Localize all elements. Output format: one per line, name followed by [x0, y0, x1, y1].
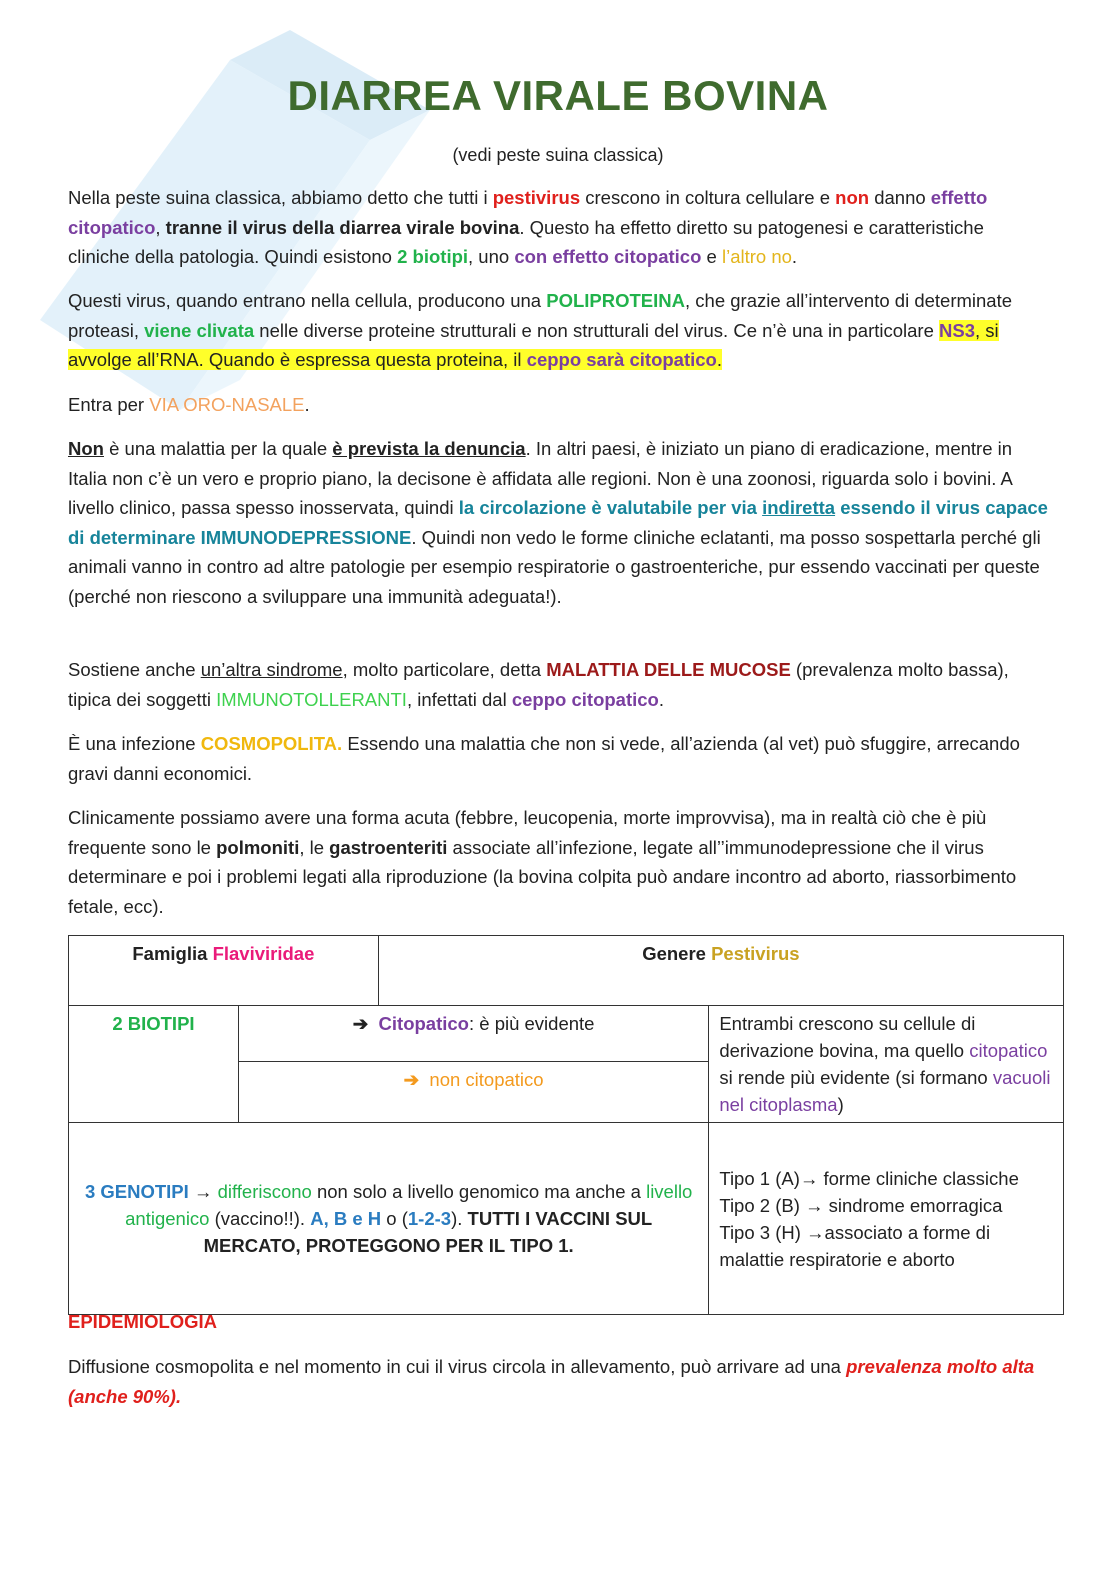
genotipi-cell: 3 GENOTIPI → differiscono non solo a livello genomico ma anche a livello antigenico (vaccino!!). A, B e H o (1-2-3). TUTTI I VACCINI SUL MERCATO, PROTEGGONO PER IL TIPO 1.: [69, 1123, 709, 1315]
arrow-right-icon: ➔: [352, 1013, 369, 1034]
biotipi-cell: 2 BIOTIPI: [69, 1006, 239, 1123]
paragraph-denuncia: Non è una malattia per la quale è prevista la denuncia. In altri paesi, è iniziato un piano di eradicazione, mentre in Italia non c’è un vero e proprio piano, la decisone è affidata alle regioni. Non è una zoonosi, riguarda solo i bovini. A livello clinico, passa spesso inosservata, quindi la circolazione è valutabile per via indiretta essendo il virus capace di determinare IMMUNODEPRESSIONE. Quindi non vedo le forme cliniche eclatanti, ma posso sospettarla perché gli animali vanno in contro ad altre patologie per esempio respiratorie o gastroenteriche, pur essendo vaccinati per queste (perché non riescono a sviluppare una immunità adeguata!).: [68, 438, 1048, 607]
epidemiologia-heading: EPIDEMIOLOGIA: [68, 1311, 218, 1332]
citopatico-cell: ➔ Citopatico: è più evidente: [238, 1006, 708, 1062]
classification-table: [68, 935, 1064, 1315]
paragraph-poliproteina: Questi virus, quando entrano nella cellula, producono una POLIPROTEINA, che grazie all’intervento di determinate proteasi, viene clivata nelle diverse proteine strutturali e non strutturali del virus. Ce n’è una in particolare NS3, si avvolge all’RNA. Quando è espressa questa proteina, il ceppo sarà citopatico.: [68, 290, 1013, 370]
table-row: [69, 1123, 1064, 1315]
paragraph-epidemiologia: Diffusione cosmopolita e nel momento in cui il virus circola in allevamento, può arrivare ad una prevalenza molto alta (anche 90%).: [68, 1356, 1035, 1407]
arrow-right-icon: →: [193, 1181, 213, 1202]
arrow-right-icon: →: [799, 1167, 819, 1189]
arrow-right-icon: ➔: [403, 1069, 420, 1091]
table-row: [69, 936, 1064, 1006]
non-citopatico-cell: ➔ non citopatico: [238, 1062, 708, 1123]
table-row: [69, 1006, 1064, 1062]
family-cell: Famiglia Flaviviridae: [69, 936, 379, 1006]
paragraph-via: Entra per VIA ORO-NASALE.: [68, 394, 310, 415]
arrow-right-icon: →: [806, 1221, 825, 1243]
both-grow-cell: Entrambi crescono su cellule di derivazione bovina, ma quello citopatico si rende più evidente (si formano vacuoli nel citoplasma): [709, 1006, 1064, 1123]
page-title: DIARREA VIRALE BOVINA: [287, 72, 829, 119]
paragraph-biotipi: Nella peste suina classica, abbiamo detto che tutti i pestivirus crescono in coltura cellulare e non danno effetto citopatico, tranne il virus della diarrea virale bovina. Questo ha effetto diretto su patogenesi e caratteristiche cliniche della patologia. Quindi esistono 2 biotipi, uno con effetto citopatico e l’altro no.: [68, 187, 988, 267]
subtitle: (vedi peste suina classica): [452, 145, 664, 165]
paragraph-clinica: Clinicamente possiamo avere una forma acuta (febbre, leucopenia, morte improvvisa), ma in realtà ciò che è più frequente sono le polmoniti, le gastroenteriti associate all’infezione, legate all’’immunodepressione che il virus determinare e poi i problemi legati alla riproduzione (la bovina colpita può andare incontro ad aborto, riassorbimento fetale, ecc).: [68, 807, 1017, 917]
tipi-cell: Tipo 1 (A)→ forme cliniche classiche Tipo 2 (B) → sindrome emorragica Tipo 3 (H) →associato a forme di malattie respiratorie e aborto: [709, 1123, 1064, 1315]
arrow-right-icon: →: [805, 1194, 824, 1216]
genus-cell: Genere Pestivirus: [378, 936, 1063, 1006]
paragraph-sindrome: Sostiene anche un’altra sindrome, molto particolare, detta MALATTIA DELLE MUCOSE (prevalenza molto bassa), tipica dei soggetti IMMUNOTOLLERANTI, infettati dal ceppo citopatico.: [68, 659, 1009, 710]
paragraph-cosmopolita: È una infezione COSMOPOLITA. Essendo una malattia che non si vede, all’azienda (al vet) può sfuggire, arrecando gravi danni economici.: [68, 733, 1020, 784]
